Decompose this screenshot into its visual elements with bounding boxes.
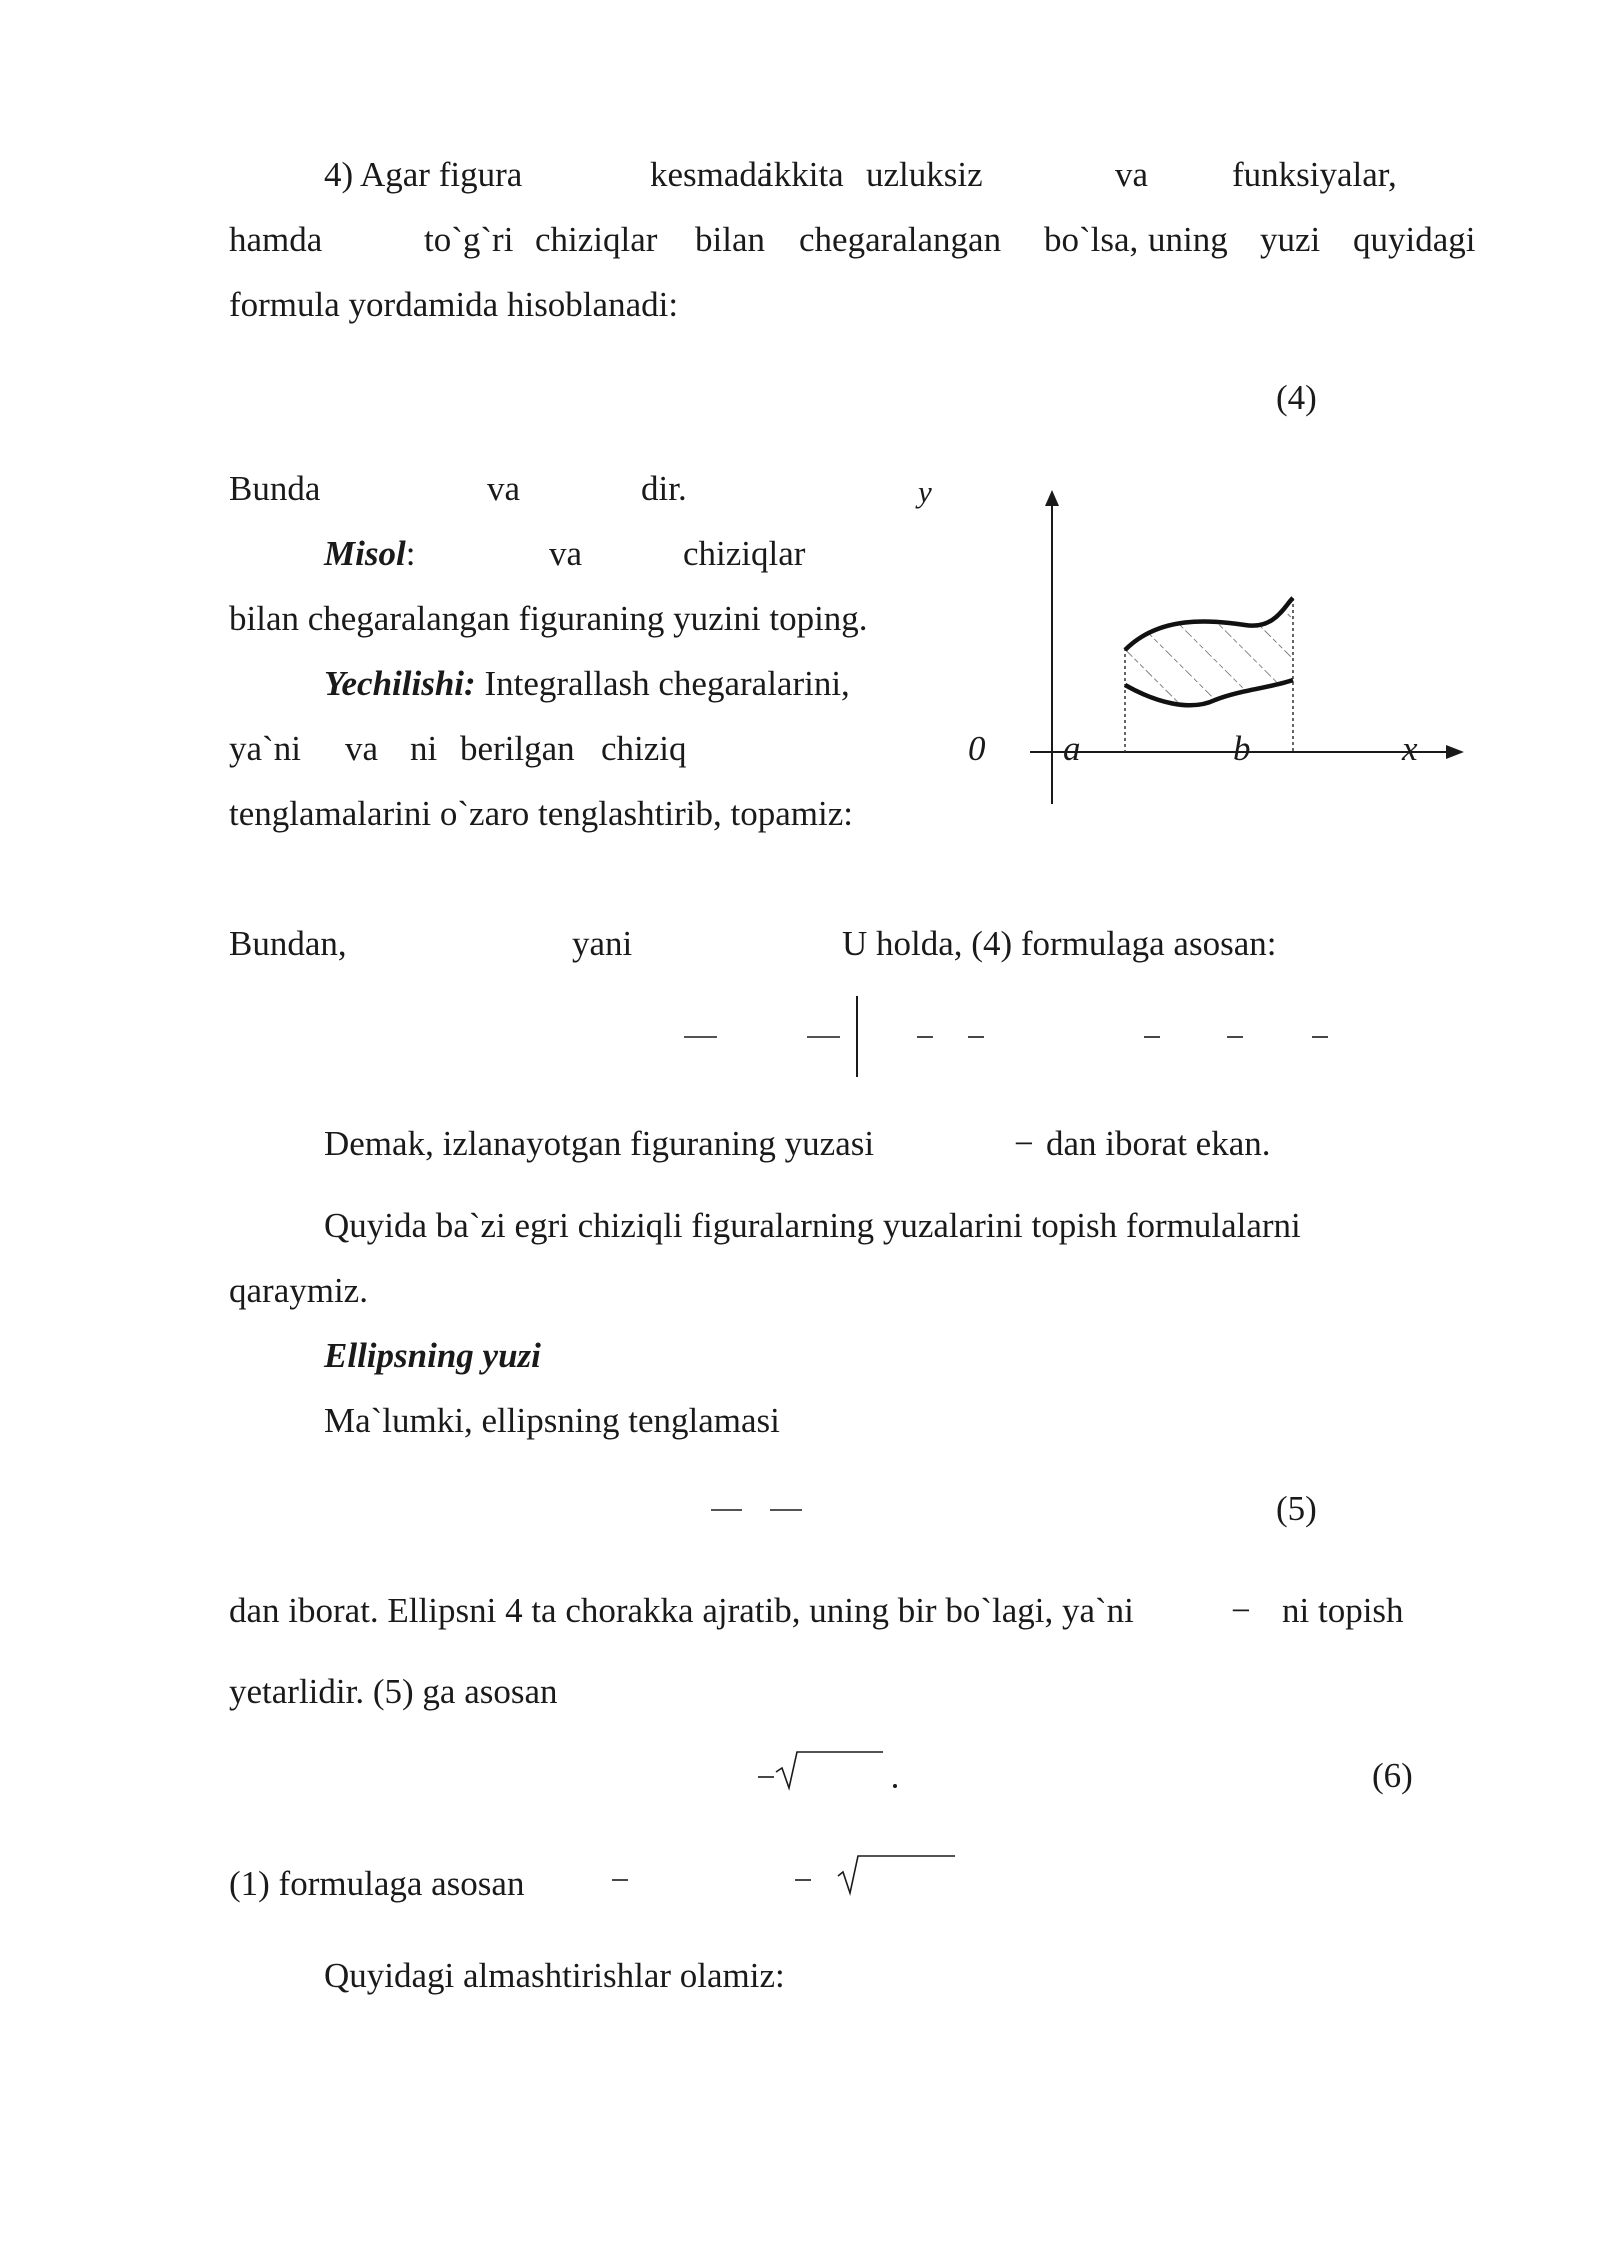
text-quyida: Quyida ba`zi egri chiziqli figuralarning yuzalarini topish formulalarni xyxy=(324,1206,1301,1245)
text-bunda: Bunda xyxy=(229,469,321,508)
text-tenglamalarini: tenglamalarini o`zaro tenglashtirib, topamiz: xyxy=(229,794,853,833)
text-bunda-dir: dir. xyxy=(641,469,687,508)
text-bolsa: bo`lsa, xyxy=(1044,220,1139,259)
text-bilan: bilan xyxy=(695,220,765,259)
text-bilan-chegaralangan: bilan chegaralangan figuraning yuzini toping. xyxy=(229,599,868,638)
text-agar-figura: 4) Agar figura xyxy=(324,155,523,194)
text-chegaralangan: chegaralangan xyxy=(799,220,1002,259)
text-hamda: hamda xyxy=(229,220,323,259)
text-yani: ya`ni xyxy=(229,729,301,768)
section-title-ellipsning-yuzi: Ellipsning yuzi xyxy=(324,1336,541,1375)
text-yani-2: yani xyxy=(572,924,633,963)
origin-label: 0 xyxy=(968,729,986,768)
text-togri: to`g`ri xyxy=(424,220,514,259)
text-misol-va: va xyxy=(549,534,583,573)
text-chiziqlar: chiziqlar xyxy=(535,220,658,259)
text-dan-iborat: dan iborat. Ellipsni 4 ta chorakka ajratib, uning bir bo`lagi, ya`ni xyxy=(229,1591,1134,1630)
text-funksiyalar: funksiyalar, xyxy=(1232,155,1397,194)
text-formula-yordamida: formula yordamida hisoblanadi: xyxy=(229,285,679,324)
text-misol-chiziqlar: chiziqlar xyxy=(683,534,806,573)
fraction-bar-demak: − xyxy=(1014,1124,1034,1163)
yechilishi-text: Integrallash chegaralarini, xyxy=(484,664,850,703)
text-demak: Demak, izlanayotgan figuraning yuzasi xyxy=(324,1124,875,1163)
text-yani-ni: ni xyxy=(410,729,438,768)
a-label: a xyxy=(1063,729,1081,768)
equation-number-4: (4) xyxy=(1276,378,1317,417)
b-label: b xyxy=(1233,729,1251,768)
misol-label: Misol xyxy=(324,534,406,573)
text-yetarlidir: yetarlidir. (5) ga asosan xyxy=(229,1672,558,1711)
text-yani-va: va xyxy=(345,729,379,768)
misol-colon: : xyxy=(405,534,416,573)
text-chiziq: chiziq xyxy=(601,729,687,768)
text-ikkita: ikkita xyxy=(764,155,844,194)
text-berilgan: berilgan xyxy=(460,729,575,768)
text-yuzi: yuzi xyxy=(1260,220,1321,259)
text-kesmada: kesmada xyxy=(650,155,773,194)
text-u-holda: U holda, (4) formulaga asosan: xyxy=(842,924,1277,963)
y-axis-label: y xyxy=(918,474,932,509)
text-quyidagi-almashtirishlar: Quyidagi almashtirishlar olamiz: xyxy=(324,1956,785,1995)
equation-number-6: (6) xyxy=(1372,1756,1413,1795)
text-va: va xyxy=(1115,155,1149,194)
text-bundan: Bundan, xyxy=(229,924,347,963)
text-malumki: Ma`lumki, ellipsning tenglamasi xyxy=(324,1401,780,1440)
fraction-bar-quarter: − xyxy=(1231,1591,1251,1630)
text-uning: uning xyxy=(1148,220,1228,259)
text-formula-1: (1) formulaga asosan xyxy=(229,1864,525,1903)
text-quyidagi: quyidagi xyxy=(1353,220,1476,259)
text-qaraymiz: qaraymiz. xyxy=(229,1271,368,1310)
text-dan-iborat-ekan: dan iborat ekan. xyxy=(1046,1124,1271,1163)
x-axis-label: x xyxy=(1402,729,1418,768)
equation-number-5: (5) xyxy=(1276,1489,1317,1528)
text-uzluksiz: uzluksiz xyxy=(866,155,983,194)
text-ni-topish: ni topish xyxy=(1282,1591,1404,1630)
text-bunda-va: va xyxy=(487,469,521,508)
yechilishi-label: Yechilishi: xyxy=(324,664,476,703)
